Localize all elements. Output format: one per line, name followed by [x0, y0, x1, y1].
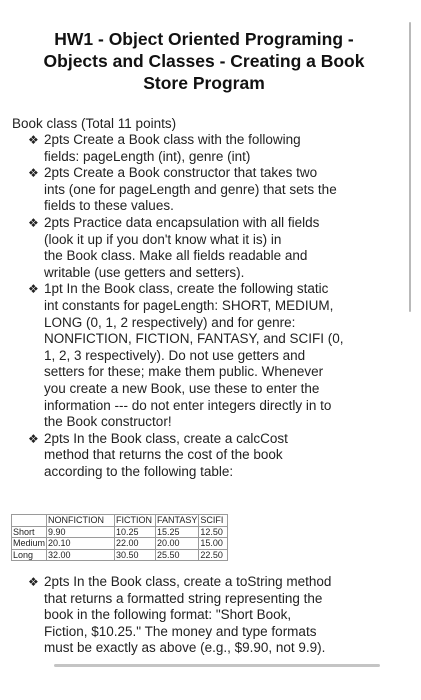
list-item-line: 2pts Create a Book constructor that takes two [44, 165, 318, 181]
table-cell: 25.50 [156, 549, 199, 561]
diamond-bullet-icon: ❖ [28, 431, 39, 446]
list-item-line: ints (one for pageLength and genre) that sets the [44, 181, 337, 197]
list-item-line: LONG (0, 1, 2 respectively) and for genre: [44, 314, 296, 330]
list-item [28, 281, 388, 430]
diamond-bullet-icon: ❖ [28, 133, 39, 147]
table-cell: Medium [13, 538, 46, 548]
diamond-bullet-icon: ❖ [28, 575, 39, 589]
section-heading: Book class (Total 11 points) [12, 116, 177, 131]
list-item-line: 1, 2, 3 respectively). Do not use getters and [44, 347, 306, 363]
table-cell: 30.50 [115, 549, 156, 561]
list-item-line: int constants for pageLength: SHORT, MEDIUM, [44, 297, 334, 313]
table-row [12, 549, 228, 561]
list-item-line: information --- do not enter integers directly in to [44, 397, 332, 413]
horizontal-scrollbar[interactable] [54, 664, 380, 667]
table-header-cell [12, 515, 47, 527]
list-item-line: 1pt In the Book class, create the following static [44, 281, 329, 297]
list-item [28, 574, 404, 657]
table-cell: 9.90 [47, 526, 115, 538]
list-item-line: 2pts In the Book class, create a toString method [44, 574, 332, 589]
list-item-line: 2pts In the Book class, create a calcCost [44, 430, 288, 446]
table-header-cell: FANTASY [157, 515, 198, 525]
table-cell: 12.50 [199, 526, 228, 538]
table-cell: Long [12, 549, 47, 561]
list-item-line: the Book class. Make all fields readable and [44, 248, 308, 264]
table-row [12, 526, 228, 538]
list-item-line: Fiction, $10.25." The money and type formats [44, 623, 317, 639]
diamond-bullet-icon: ❖ [28, 282, 39, 297]
list-item [28, 431, 388, 481]
table-header-cell: SCIFI [199, 515, 228, 527]
table-cell: 22.00 [115, 538, 156, 550]
page-title [24, 28, 384, 94]
list-item-line: book in the following format: "Short Book, [44, 607, 292, 623]
table-cell: 32.00 [47, 549, 115, 561]
list-item-line: NONFICTION, FICTION, FANTASY, and SCIFI (0, [44, 331, 344, 347]
list-item [28, 165, 388, 215]
list-item-line: the Book constructor! [44, 414, 172, 430]
table-cell: 10.25 [115, 526, 156, 538]
list-item-line: fields to these values. [44, 198, 174, 214]
table-cell: 20.10 [47, 538, 115, 550]
list-item [28, 132, 388, 165]
list-item-line: according to the following table: [44, 463, 234, 479]
cost-table [11, 514, 228, 561]
table-cell: 22.50 [199, 549, 228, 561]
title-line: Store Program [143, 73, 265, 93]
table-header-cell: FICTION [115, 515, 156, 527]
list-item-line: 2pts Create a Book class with the following [44, 132, 301, 147]
list-item-line: you create a new Book, use these to enter the [44, 380, 320, 396]
title-line: Objects and Classes - Creating a Book [43, 51, 365, 71]
table-cell: Short [12, 526, 47, 538]
vertical-scrollbar[interactable] [409, 22, 411, 312]
list-item-line: (look it up if you don't know what it is) in [44, 231, 282, 247]
table-header-row [12, 515, 228, 527]
list-item-line: setters for these; make them public. Whenever [44, 364, 324, 380]
list-item-line: writable (use getters and setters). [44, 264, 245, 280]
list-item-line: that returns a formatted string representing the [44, 590, 323, 606]
table-cell: 20.00 [156, 538, 199, 550]
list-item-line: must be exactly as above (e.g., $9.90, not 9.9). [44, 640, 326, 656]
table-cell: 15.00 [199, 538, 228, 550]
list-item-line: method that returns the cost of the book [44, 447, 283, 463]
table-cell: 15.25 [156, 526, 199, 538]
diamond-bullet-icon: ❖ [28, 215, 39, 230]
table-header-cell: NONFICTION [47, 515, 115, 527]
list-item-line: fields: pageLength (int), genre (int) [44, 148, 251, 164]
requirements-list [28, 132, 388, 480]
title-line: HW1 - Object Oriented Programing - [54, 29, 354, 49]
list-item-line: 2pts Practice data encapsulation with all fields [44, 214, 320, 230]
list-item [28, 215, 388, 281]
diamond-bullet-icon: ❖ [28, 166, 39, 181]
table-row [12, 538, 228, 550]
